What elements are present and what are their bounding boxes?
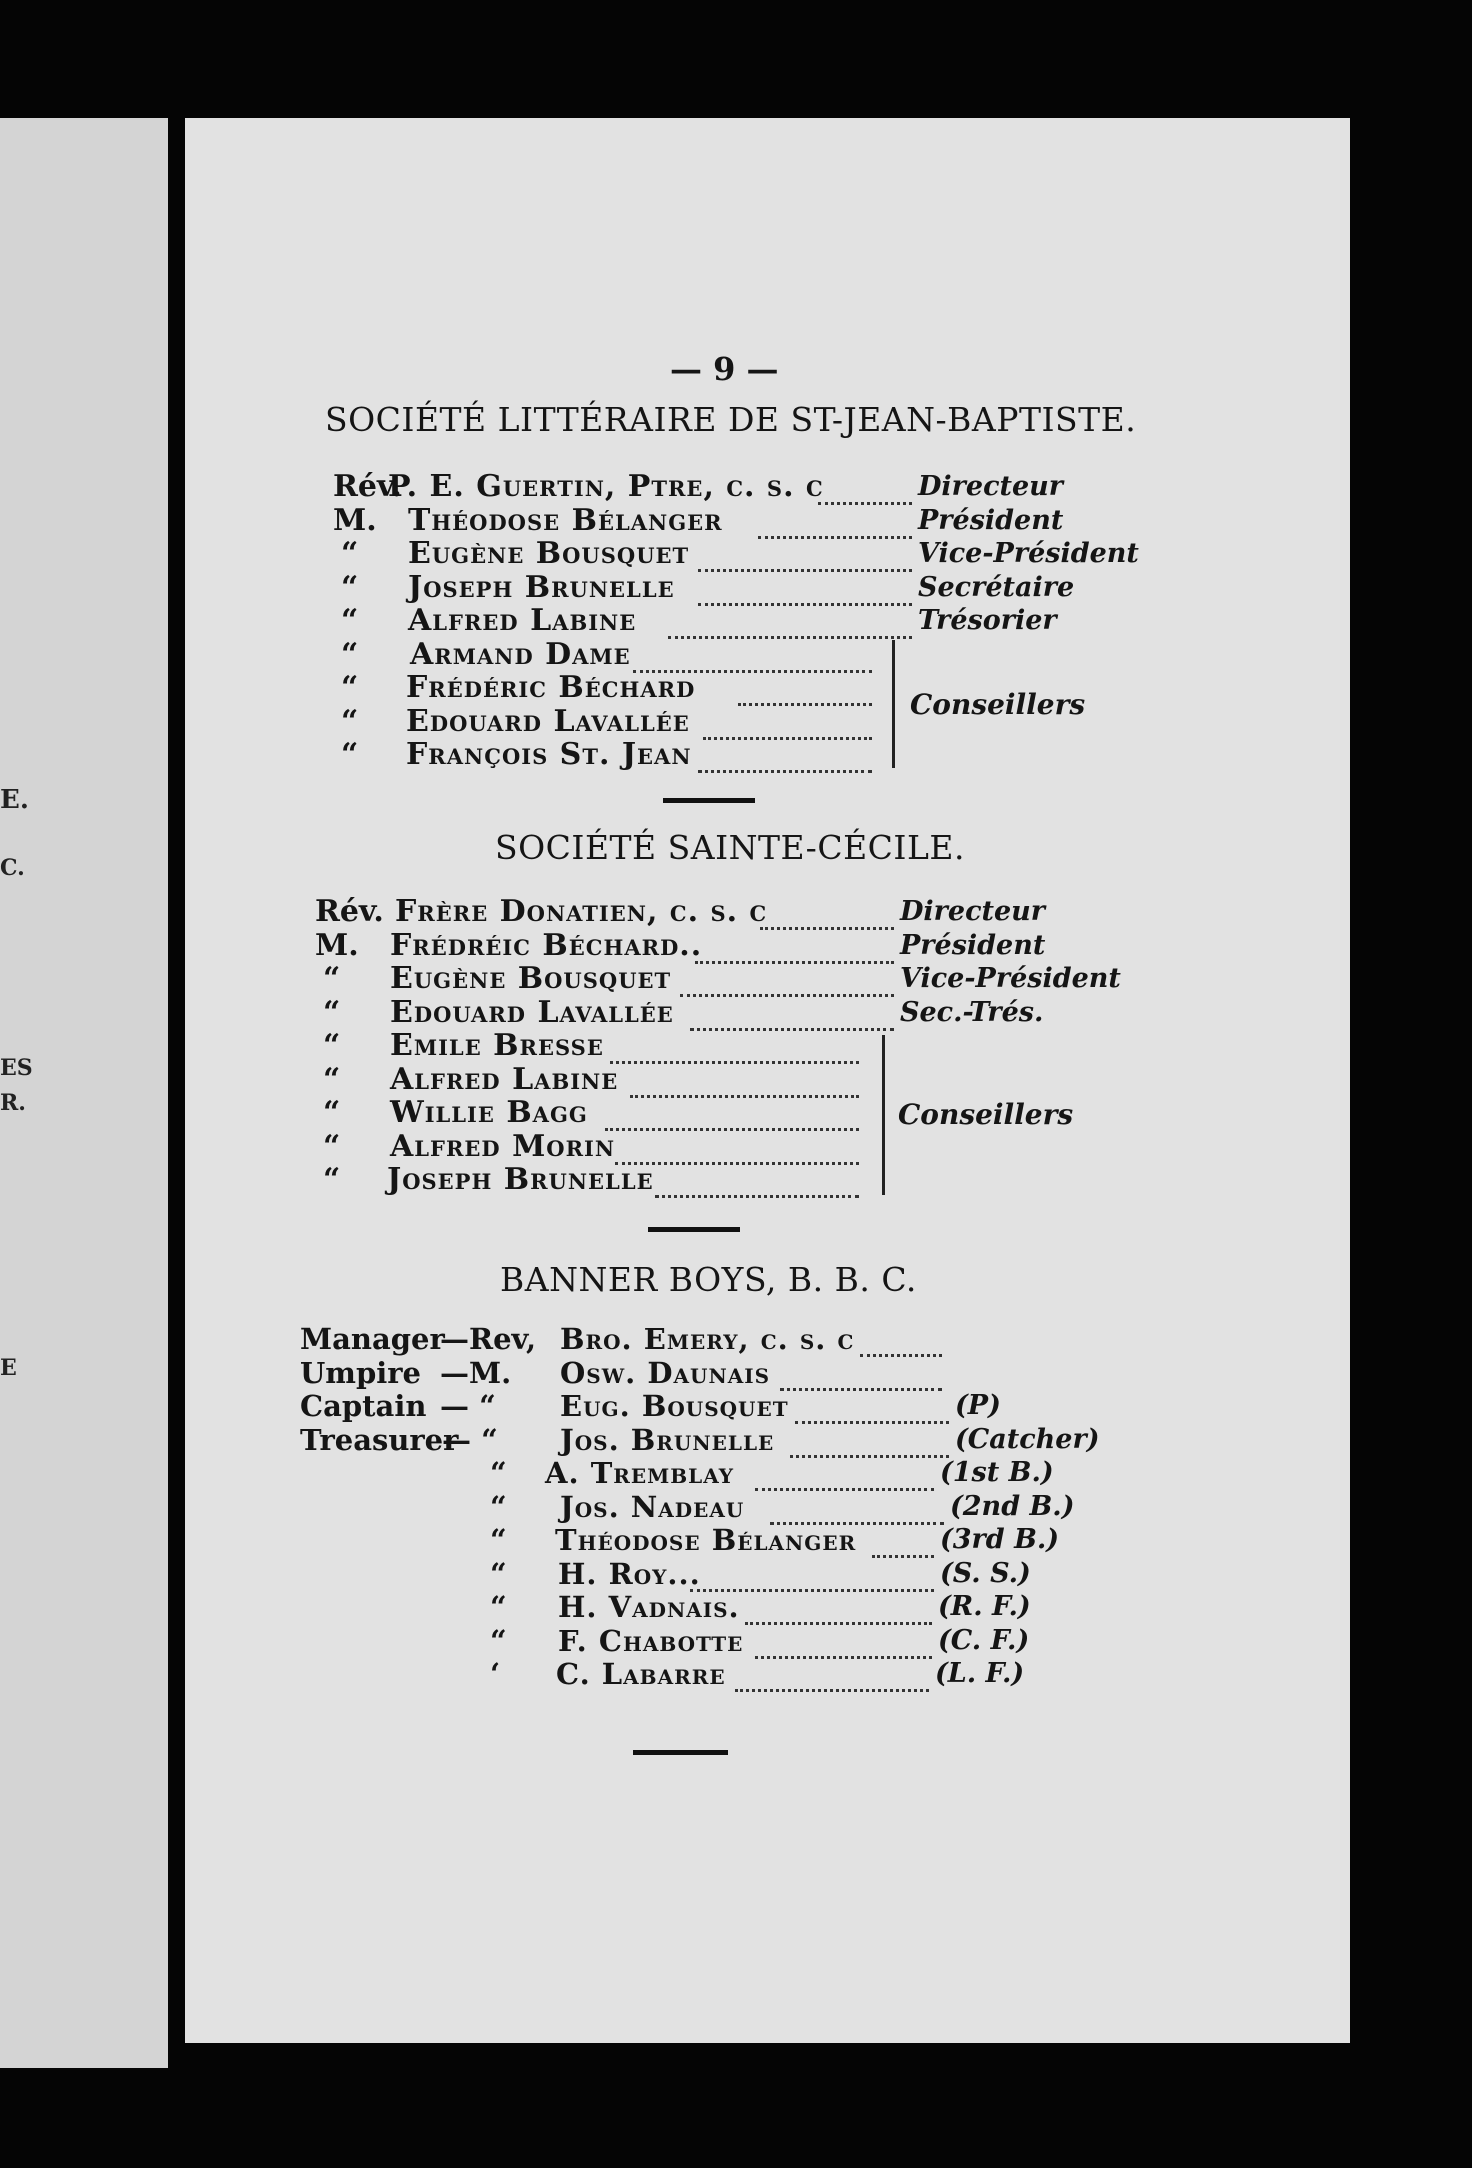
officer-name: Joseph Brunelle	[408, 569, 675, 605]
officer-name: Frère Donatien, c. s. c	[395, 894, 768, 929]
officer-name: Théodose Bélanger	[408, 502, 723, 538]
officer-row	[333, 504, 1133, 538]
leader-dots	[698, 545, 912, 572]
player-position: (S. S.)	[940, 1557, 1031, 1589]
player-name: A. Tremblay	[545, 1456, 735, 1490]
leader-dots	[745, 1598, 932, 1625]
officer-name: François St. Jean	[406, 737, 692, 772]
officer-role: Président	[918, 504, 1064, 536]
officer-row	[315, 895, 1115, 929]
officer-role: Secrétaire	[918, 571, 1075, 603]
officer-role: Vice-Président	[918, 538, 1139, 569]
section-divider	[648, 1227, 740, 1232]
prev-page-fragment: ES	[0, 1055, 33, 1081]
officer-name: Emile Bresse	[390, 1028, 604, 1063]
leader-dots	[795, 1397, 949, 1424]
officer-name: Frédéric Béchard	[406, 670, 696, 705]
player-name: Théodose Bélanger	[555, 1523, 857, 1557]
officer-name: Eugène Bousquet	[408, 536, 690, 571]
player-position: (Catcher)	[955, 1423, 1100, 1455]
officer-title: “	[341, 703, 359, 739]
section-title-st-jean-baptiste: SOCIÉTÉ LITTÉRAIRE DE ST-JEAN-BAPTISTE.	[325, 400, 1137, 439]
prev-page-fragment: C.	[0, 855, 25, 881]
officer-title: “	[323, 1128, 341, 1164]
leader-dots	[668, 612, 912, 639]
roster-dash: “	[490, 1456, 507, 1490]
section-title-banner-boys: BANNER BOYS, B. B. C.	[500, 1260, 917, 1299]
officer-role: Vice-Président	[900, 963, 1121, 994]
officer-name: Alfred Labine	[408, 603, 637, 638]
roster-dash: — “	[442, 1422, 498, 1457]
section-divider	[633, 1750, 728, 1755]
leader-dots	[758, 512, 912, 539]
prev-page-fragment: E.	[0, 785, 29, 815]
officer-role: Sec.-Trés.	[900, 996, 1044, 1028]
roster-row	[300, 1356, 1100, 1390]
roster-row	[300, 1322, 1100, 1356]
leader-dots	[690, 1004, 894, 1031]
officer-name: Alfred Labine	[390, 1061, 619, 1097]
roster-row	[300, 1423, 1100, 1457]
roster-dash: “	[490, 1489, 507, 1524]
player-name: Jos. Brunelle	[560, 1422, 775, 1457]
player-position: (2nd B.)	[950, 1490, 1075, 1522]
officer-title: “	[323, 1061, 341, 1097]
player-name: Eug. Bousquet	[560, 1389, 789, 1423]
leader-dots	[690, 1565, 934, 1592]
officer-title: “	[323, 1162, 341, 1197]
officer-role: Directeur	[918, 471, 1064, 502]
player-name: H. Vadnais.	[558, 1590, 740, 1624]
officer-name: Armand Dame	[410, 636, 631, 672]
officer-role: Trésorier	[918, 605, 1057, 636]
player-name: Bro. Emery, c. s. c	[560, 1322, 855, 1356]
leader-dots	[818, 478, 912, 505]
officer-row	[315, 961, 1121, 996]
conseillers-label: Conseillers	[898, 1098, 1074, 1131]
roster-row	[300, 1456, 1100, 1490]
roster-dash: “	[490, 1523, 507, 1557]
leader-dots	[790, 1431, 949, 1458]
leader-dots	[695, 937, 894, 964]
officer-name: P. E. Guertin, Ptre, c. s. c	[388, 469, 824, 504]
leader-dots	[698, 746, 872, 773]
leader-dots	[703, 713, 872, 740]
roster-row	[300, 1557, 1100, 1591]
roster-role: Treasurer	[300, 1422, 459, 1457]
roster-dash: ‘	[490, 1657, 501, 1691]
roster-row	[300, 1590, 1100, 1624]
officer-title: “	[341, 569, 359, 605]
conseillers-label: Conseillers	[910, 688, 1086, 721]
roster-row	[300, 1657, 1100, 1691]
roster-role: Captain	[300, 1389, 427, 1423]
officer-name: Frédréic Béchard..	[390, 927, 703, 963]
officer-title: “	[341, 636, 359, 672]
player-name: Osw. Daunais	[560, 1355, 771, 1390]
leader-dots	[872, 1531, 934, 1558]
roster-dash: “	[490, 1590, 507, 1624]
player-name: Jos. Nadeau	[560, 1489, 745, 1524]
page-number: — 9 —	[670, 350, 779, 388]
leader-dots	[610, 1037, 859, 1064]
roster-row	[300, 1490, 1100, 1524]
officer-name: Eugène Bousquet	[390, 961, 672, 996]
officer-title: “	[323, 1028, 341, 1063]
officer-row	[315, 1029, 1115, 1063]
leader-dots	[698, 579, 912, 606]
leader-dots	[680, 970, 894, 997]
roster-row	[300, 1523, 1100, 1557]
officer-row	[333, 604, 1133, 638]
officer-row	[315, 1063, 1115, 1097]
leader-dots	[760, 903, 894, 930]
conseillers-brace	[880, 640, 895, 768]
player-position: (3rd B.)	[940, 1524, 1060, 1555]
officer-row	[315, 1130, 1115, 1164]
officer-name: Willie Bagg	[390, 1095, 588, 1130]
leader-dots	[615, 1138, 859, 1165]
leader-dots	[738, 679, 872, 706]
officer-name: Joseph Brunelle	[387, 1162, 654, 1197]
player-name: C. Labarre	[556, 1657, 726, 1691]
roster-role: Manager	[300, 1322, 445, 1356]
conseillers-brace	[870, 1035, 885, 1195]
player-name: F. Chabotte	[558, 1623, 744, 1658]
officer-title: “	[341, 603, 359, 638]
officer-title: “	[323, 1095, 341, 1130]
roster-dash: — “	[440, 1389, 496, 1423]
officer-name: Edouard Lavallée	[390, 994, 674, 1030]
officer-title: M.	[315, 927, 359, 963]
player-position: (L. F.)	[935, 1658, 1025, 1689]
roster-row	[300, 1624, 1100, 1658]
officer-title: “	[323, 994, 341, 1030]
section-title-sainte-cecile: SOCIÉTÉ SAINTE-CÉCILE.	[495, 828, 965, 867]
officer-title: “	[341, 737, 359, 772]
player-position: (1st B.)	[940, 1457, 1054, 1488]
leader-dots	[633, 646, 872, 673]
leader-dots	[780, 1364, 942, 1391]
roster-row	[300, 1389, 1100, 1423]
leader-dots	[860, 1330, 942, 1357]
officer-row	[315, 1163, 1115, 1197]
officer-row	[333, 571, 1133, 605]
leader-dots	[655, 1171, 859, 1198]
leader-dots	[770, 1498, 944, 1525]
roster-dash: —M.	[440, 1355, 512, 1390]
player-position: (C. F.)	[938, 1624, 1030, 1656]
leader-dots	[735, 1665, 929, 1692]
prev-page-fragment: E	[0, 1355, 17, 1381]
officer-role: Président	[900, 929, 1046, 961]
officer-row	[315, 996, 1115, 1030]
officer-title: “	[341, 670, 359, 705]
officer-title: Rév.	[315, 894, 384, 929]
officer-title: M.	[333, 502, 377, 538]
officer-name: Alfred Morin	[390, 1128, 616, 1164]
officer-row	[333, 536, 1139, 571]
officer-title: “	[323, 961, 341, 996]
officer-role: Directeur	[900, 896, 1046, 927]
officer-title: Rév.	[333, 469, 402, 504]
leader-dots	[755, 1464, 934, 1491]
roster-dash: “	[490, 1556, 507, 1591]
roster-dash: “	[490, 1623, 507, 1658]
player-position: (P)	[955, 1390, 1001, 1421]
officer-row	[315, 929, 1115, 963]
player-name: H. Roy...	[558, 1556, 701, 1591]
officer-row	[333, 738, 1133, 772]
officer-row	[333, 470, 1133, 504]
officer-name: Edouard Lavallée	[406, 703, 690, 739]
leader-dots	[755, 1632, 932, 1659]
leader-dots	[630, 1071, 859, 1098]
officer-row	[333, 638, 1133, 672]
leader-dots	[605, 1104, 859, 1131]
prev-page-fragment: R.	[0, 1090, 26, 1116]
roster-dash: —Rev,	[440, 1322, 537, 1356]
roster-role: Umpire	[300, 1355, 421, 1390]
section-divider	[663, 798, 755, 803]
player-position: (R. F.)	[938, 1591, 1031, 1622]
officer-title: “	[341, 536, 359, 571]
